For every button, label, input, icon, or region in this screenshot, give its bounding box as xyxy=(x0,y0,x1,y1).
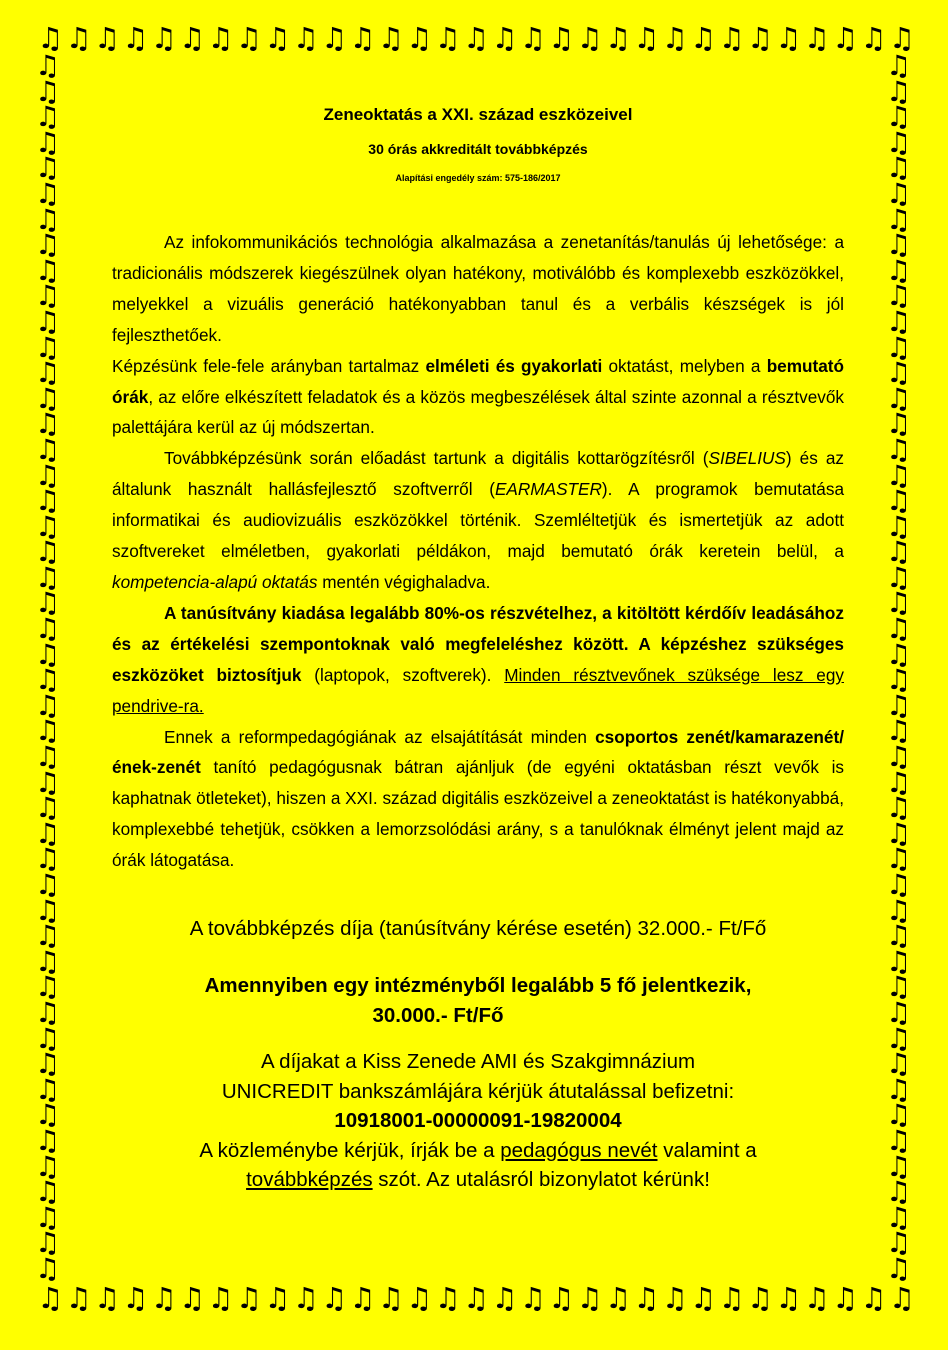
course-subtitle: 30 órás akkreditált továbbképzés xyxy=(368,141,588,157)
music-note-icon: ♫ xyxy=(35,458,61,492)
paragraph-structure xyxy=(112,351,844,444)
music-note-icon: ♫ xyxy=(886,1200,912,1234)
music-note-icon: ♫ xyxy=(377,1284,402,1314)
music-note-icon: ♫ xyxy=(775,1284,800,1314)
underlined-run: pedagógus nevét xyxy=(500,1138,658,1162)
text-run: oktatást, melyben a xyxy=(602,355,767,376)
music-note-icon: ♫ xyxy=(886,1072,912,1106)
music-note-icon: ♫ xyxy=(832,1284,857,1314)
music-note-icon: ♫ xyxy=(860,24,885,54)
music-note-icon: ♫ xyxy=(491,24,516,54)
music-note-icon: ♫ xyxy=(886,432,912,466)
music-note-icon: ♫ xyxy=(746,1284,771,1314)
music-note-icon: ♫ xyxy=(406,24,431,54)
music-note-icon: ♫ xyxy=(434,1284,459,1314)
paragraph-intro: Az infokommunikációs technológia alkalmazása a zenetanítás/tanulás új lehetősége: a tradicionális módszerek kiegészülnek olyan hatékony, motiválóbb és komplexebb eszközökkel, melyekkel a vizuális generáció hatékonyabban tanul és a verbális készségek is jól fejleszthetőek. xyxy=(112,232,844,345)
discount-price: 30.000.- Ft/Fő xyxy=(372,1004,504,1028)
music-note-icon: ♫ xyxy=(886,944,912,978)
music-note-icon: ♫ xyxy=(35,151,61,185)
music-note-icon: ♫ xyxy=(886,1098,912,1132)
music-note-icon: ♫ xyxy=(35,1021,61,1055)
music-note-icon: ♫ xyxy=(35,1226,61,1260)
music-note-icon: ♫ xyxy=(35,1149,61,1183)
music-note-icon: ♫ xyxy=(35,125,61,159)
music-note-icon: ♫ xyxy=(832,24,857,54)
music-note-icon: ♫ xyxy=(35,407,61,441)
payment-line-2: UNICREDIT bankszámlájára kérjük átutalással befizetni: xyxy=(221,1079,735,1103)
fee-line: A továbbképzés díja (tanúsítvány kérése esetén) 32.000.- Ft/Fő xyxy=(189,917,767,941)
payment-line-1: A díjakat a Kiss Zenede AMI és Szakgimnázium xyxy=(260,1050,696,1074)
music-note-icon: ♫ xyxy=(886,663,912,697)
music-note-icon: ♫ xyxy=(605,1284,629,1314)
music-note-border-bottom xyxy=(35,1284,915,1314)
music-note-icon: ♫ xyxy=(35,893,61,927)
music-note-icon: ♫ xyxy=(886,586,912,620)
music-note-icon: ♫ xyxy=(886,279,912,313)
page-title: Zeneoktatás a XXI. század eszközeivel xyxy=(323,105,633,124)
music-note-icon: ♫ xyxy=(35,688,61,722)
music-note-icon: ♫ xyxy=(35,509,61,543)
music-note-icon: ♫ xyxy=(463,1284,488,1314)
music-note-icon: ♫ xyxy=(886,1021,912,1055)
music-note-icon: ♫ xyxy=(292,24,317,54)
music-note-icon: ♫ xyxy=(886,458,912,492)
text-run: ) és az általunk használt hallásfejlesztő szoftverről ( xyxy=(112,448,844,500)
payment-line-4 xyxy=(112,1136,844,1166)
text-run: tanító pedagógusnak bátran ajánljuk (de egyéni oktatásban részt vevők is kaphatnak ötleteket), hiszen a XXI. század digitális eszközeivel a zeneoktatást is hatékonyabbá, komplexebbé tehetjük, csökken a lemorzsolódási arány, s a tanulóknak élményt jelent majd az órák látogatása. xyxy=(112,757,844,871)
music-note-icon: ♫ xyxy=(35,740,61,774)
music-note-icon: ♫ xyxy=(886,1123,912,1157)
music-note-icon: ♫ xyxy=(886,560,912,594)
text-run: Továbbképzésünk során előadást tartunk a digitális kottarögzítésről ( xyxy=(164,448,709,469)
music-note-icon: ♫ xyxy=(35,356,61,390)
music-note-border-left xyxy=(35,52,65,1284)
music-note-icon: ♫ xyxy=(746,24,771,54)
music-note-icon: ♫ xyxy=(886,356,912,390)
music-note-icon: ♫ xyxy=(35,535,61,569)
music-note-icon: ♫ xyxy=(886,1149,912,1183)
paragraph-software xyxy=(112,443,844,598)
music-note-icon: ♫ xyxy=(35,1175,61,1209)
music-note-icon: ♫ xyxy=(35,816,61,850)
music-note-icon: ♫ xyxy=(321,1284,346,1314)
music-note-icon: ♫ xyxy=(235,1284,260,1314)
music-note-icon: ♫ xyxy=(122,24,147,54)
music-note-icon: ♫ xyxy=(35,842,61,876)
music-note-icon: ♫ xyxy=(35,944,61,978)
music-note-icon: ♫ xyxy=(690,24,715,54)
music-note-icon: ♫ xyxy=(661,24,686,54)
music-note-icon: ♫ xyxy=(35,176,61,210)
music-note-icon: ♫ xyxy=(886,1251,912,1284)
music-note-icon: ♫ xyxy=(35,253,61,287)
music-note-icon: ♫ xyxy=(35,304,61,338)
music-note-icon: ♫ xyxy=(718,24,743,54)
music-note-icon: ♫ xyxy=(690,1284,715,1314)
music-note-icon: ♫ xyxy=(35,637,61,671)
music-note-icon: ♫ xyxy=(886,688,912,722)
music-note-icon: ♫ xyxy=(207,24,232,54)
payment-line-5 xyxy=(112,1165,844,1195)
music-note-icon: ♫ xyxy=(886,228,912,262)
text-run: valamint a xyxy=(657,1138,757,1162)
payment-section xyxy=(112,1047,844,1195)
music-note-icon: ♫ xyxy=(35,560,61,594)
music-note-icon: ♫ xyxy=(605,24,629,54)
bold-run: csoportos zenét/kamarazenét/ének-zenét xyxy=(112,726,844,778)
text-run: Képzésünk fele-fele arányban tartalmaz xyxy=(112,355,426,376)
music-note-icon: ♫ xyxy=(35,381,61,415)
music-note-icon: ♫ xyxy=(576,24,601,54)
music-note-icon: ♫ xyxy=(35,791,61,825)
music-note-icon: ♫ xyxy=(406,1284,431,1314)
music-note-icon: ♫ xyxy=(886,816,912,850)
text-run: ). A programok bemutatása informatikai és audiovizuális eszközökkel történik. Szemléltetjük és ismertetjük az adott szoftvereket elméletben, gyakorlati példákon, majd bemutató órák keretein belül, a xyxy=(112,479,844,562)
music-note-icon: ♫ xyxy=(803,1284,828,1314)
music-note-icon: ♫ xyxy=(886,714,912,748)
music-note-icon: ♫ xyxy=(122,1284,147,1314)
music-note-icon: ♫ xyxy=(35,1123,61,1157)
music-note-icon: ♫ xyxy=(886,176,912,210)
description xyxy=(112,227,844,876)
italic-run: kompetencia-alapú oktatás xyxy=(112,571,318,592)
music-note-icon: ♫ xyxy=(35,279,61,313)
music-note-icon: ♫ xyxy=(886,765,912,799)
underlined-run: továbbképzés xyxy=(246,1168,373,1192)
music-note-icon: ♫ xyxy=(35,1200,61,1234)
music-note-icon: ♫ xyxy=(886,202,912,236)
bold-run: A tanúsítvány kiadása legalább 80%-os részvételhez, a kitöltött kérdőív leadásához és az értékelési szempontoknak való megfeleléshez között. A képzéshez szükséges eszközöket biztosítjuk xyxy=(112,602,844,685)
music-note-icon: ♫ xyxy=(35,663,61,697)
text-run: mentén végighaladva. xyxy=(317,571,491,592)
music-note-icon: ♫ xyxy=(264,1284,289,1314)
music-note-icon: ♫ xyxy=(264,24,289,54)
music-note-icon: ♫ xyxy=(718,1284,743,1314)
music-note-icon: ♫ xyxy=(886,637,912,671)
music-note-icon: ♫ xyxy=(775,24,800,54)
music-note-icon: ♫ xyxy=(886,304,912,338)
music-note-icon: ♫ xyxy=(37,1284,62,1314)
music-note-icon: ♫ xyxy=(886,842,912,876)
music-note-icon: ♫ xyxy=(548,24,573,54)
music-note-icon: ♫ xyxy=(661,1284,686,1314)
music-note-icon: ♫ xyxy=(35,612,61,646)
music-note-icon: ♫ xyxy=(35,1098,61,1132)
italic-run: SIBELIUS xyxy=(708,448,786,469)
music-note-border-right xyxy=(886,52,916,1284)
music-note-icon: ♫ xyxy=(434,24,459,54)
music-note-icon: ♫ xyxy=(35,484,61,518)
music-note-icon: ♫ xyxy=(886,330,912,364)
paragraph-audience xyxy=(112,722,844,877)
music-note-icon: ♫ xyxy=(37,24,62,54)
music-note-icon: ♫ xyxy=(65,24,90,54)
music-note-icon: ♫ xyxy=(888,24,913,54)
music-note-icon: ♫ xyxy=(93,1284,118,1314)
music-note-icon: ♫ xyxy=(292,1284,317,1314)
music-note-icon: ♫ xyxy=(35,100,61,134)
music-note-icon: ♫ xyxy=(35,330,61,364)
music-note-icon: ♫ xyxy=(349,1284,374,1314)
music-note-icon: ♫ xyxy=(886,509,912,543)
music-note-icon: ♫ xyxy=(888,1284,913,1314)
music-note-icon: ♫ xyxy=(519,24,544,54)
music-note-icon: ♫ xyxy=(65,1284,90,1314)
music-note-icon: ♫ xyxy=(349,24,374,54)
music-note-icon: ♫ xyxy=(633,24,658,54)
music-note-icon: ♫ xyxy=(576,1284,601,1314)
music-note-icon: ♫ xyxy=(886,893,912,927)
music-note-icon: ♫ xyxy=(35,1047,61,1081)
music-note-icon: ♫ xyxy=(179,1284,204,1314)
music-note-icon: ♫ xyxy=(35,228,61,262)
music-note-icon: ♫ xyxy=(463,24,488,54)
music-note-icon: ♫ xyxy=(519,1284,544,1314)
music-note-icon: ♫ xyxy=(886,919,912,953)
music-note-icon: ♫ xyxy=(35,52,61,82)
music-note-icon: ♫ xyxy=(235,24,260,54)
music-note-icon: ♫ xyxy=(886,253,912,287)
music-note-icon: ♫ xyxy=(633,1284,658,1314)
music-note-icon: ♫ xyxy=(886,740,912,774)
italic-run: EARMASTER xyxy=(494,479,602,500)
music-note-icon: ♫ xyxy=(35,1072,61,1106)
music-note-icon: ♫ xyxy=(150,1284,175,1314)
music-note-icon: ♫ xyxy=(886,407,912,441)
music-note-border-top xyxy=(35,24,915,54)
music-note-icon: ♫ xyxy=(886,484,912,518)
bold-run: bemutató órák xyxy=(112,355,845,407)
music-note-icon: ♫ xyxy=(886,100,912,134)
flyer-content xyxy=(112,104,844,1195)
music-note-icon: ♫ xyxy=(803,24,828,54)
music-note-icon: ♫ xyxy=(886,52,912,82)
music-note-icon: ♫ xyxy=(35,919,61,953)
music-note-icon: ♫ xyxy=(207,1284,232,1314)
music-note-icon: ♫ xyxy=(886,1047,912,1081)
music-note-icon: ♫ xyxy=(35,74,61,108)
music-note-icon: ♫ xyxy=(35,202,61,236)
music-note-icon: ♫ xyxy=(35,1251,61,1284)
text-run: , az előre elkészített feladatok és a közös megbeszélések által szinte azonnal a résztvevők palettájára kerül az új módszertan. xyxy=(112,386,844,438)
fees-section xyxy=(112,916,844,1031)
text-run: A közleménybe kérjük, írják be a xyxy=(199,1138,501,1162)
music-note-icon: ♫ xyxy=(886,1226,912,1260)
music-note-icon: ♫ xyxy=(548,1284,573,1314)
music-note-icon: ♫ xyxy=(35,995,61,1029)
music-note-icon: ♫ xyxy=(35,586,61,620)
music-note-icon: ♫ xyxy=(321,24,346,54)
permit-number: Alapítási engedély szám: 575-186/2017 xyxy=(395,173,561,183)
music-note-icon: ♫ xyxy=(491,1284,516,1314)
text-run: szót. Az utalásról bizonylatot kérünk! xyxy=(372,1168,710,1192)
music-note-icon: ♫ xyxy=(150,24,175,54)
music-note-icon: ♫ xyxy=(35,868,61,901)
music-note-icon: ♫ xyxy=(886,791,912,825)
underlined-run: Minden résztvevőnek szüksége lesz egy pendrive-ra. xyxy=(112,664,844,716)
text-run: Ennek a reformpedagógiának az elsajátítását minden xyxy=(164,726,596,747)
music-note-icon: ♫ xyxy=(886,381,912,415)
music-note-icon: ♫ xyxy=(886,535,912,569)
music-note-icon: ♫ xyxy=(886,612,912,646)
music-note-icon: ♫ xyxy=(886,868,912,901)
music-note-icon: ♫ xyxy=(886,970,912,1004)
music-note-icon: ♫ xyxy=(93,24,118,54)
music-note-icon: ♫ xyxy=(886,74,912,108)
music-note-icon: ♫ xyxy=(35,714,61,748)
paragraph-certificate xyxy=(112,598,844,722)
bold-run: elméleti és gyakorlati xyxy=(425,355,603,376)
discount-line: Amennyiben egy intézményből legalább 5 fő jelentkezik, xyxy=(204,974,752,998)
music-note-icon: ♫ xyxy=(35,432,61,466)
music-note-icon: ♫ xyxy=(886,995,912,1029)
music-note-icon: ♫ xyxy=(179,24,204,54)
music-note-icon: ♫ xyxy=(860,1284,885,1314)
music-note-icon: ♫ xyxy=(35,970,61,1004)
music-note-icon: ♫ xyxy=(886,1175,912,1209)
music-note-icon: ♫ xyxy=(35,765,61,799)
text-run: (laptopok, szoftverek). xyxy=(301,664,505,685)
music-note-icon: ♫ xyxy=(377,24,402,54)
music-note-icon: ♫ xyxy=(886,125,912,159)
bank-account-number: 10918001-00000091-19820004 xyxy=(334,1109,622,1133)
music-note-icon: ♫ xyxy=(886,151,912,185)
